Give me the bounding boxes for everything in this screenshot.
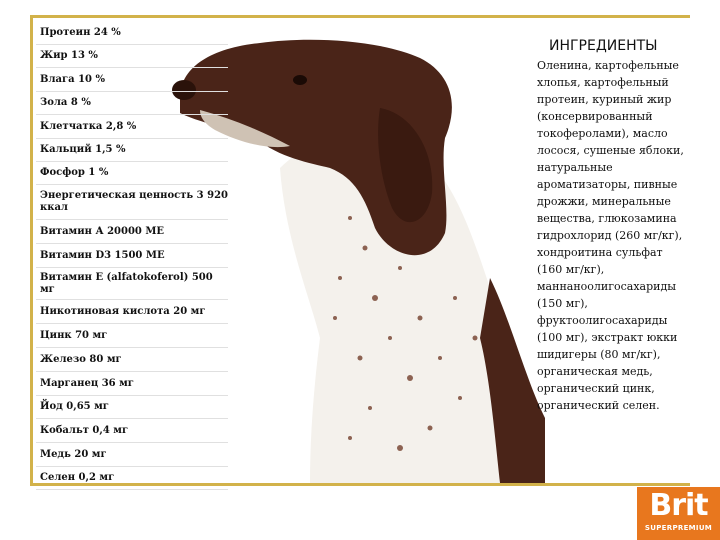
nutrient-label: Зола 8 % <box>40 97 91 108</box>
brit-logo <box>637 487 720 540</box>
nutrient-row <box>36 139 228 162</box>
logo-brand: Brit <box>649 488 708 523</box>
nutrient-label: Витамин Е (alfatokoferol) 500 мг <box>40 271 213 295</box>
nutrient-label: Витамин D3 1500 МЕ <box>40 249 165 261</box>
nutrient-label: Протеин 24 % <box>40 27 121 38</box>
nutrient-label: Кальций 1,5 % <box>40 144 126 155</box>
nutrient-row <box>36 220 228 244</box>
nutrient-row <box>36 92 228 115</box>
nutrient-row <box>36 162 228 185</box>
nutrient-row <box>36 115 228 139</box>
nutrient-label: Влага 10 % <box>40 73 105 85</box>
nutrient-label: Энергетическая ценность 3 920 ккал <box>40 190 228 213</box>
nutrient-row <box>36 244 228 268</box>
nutrient-row <box>36 268 228 300</box>
dog-eye <box>293 75 307 85</box>
nutrient-row <box>36 68 228 92</box>
nutrient-row <box>36 348 228 372</box>
nutrient-list <box>36 22 228 490</box>
nutrient-label: Кобальт 0,4 мг <box>40 424 129 436</box>
nutrient-row <box>36 22 228 45</box>
nutrient-label: Цинк 70 мг <box>40 329 108 341</box>
frame-left-border <box>30 15 33 485</box>
nutrient-label: Фосфор 1 % <box>40 167 109 178</box>
nutrient-label: Никотиновая кислота 20 мг <box>40 305 206 317</box>
nutrient-row <box>36 300 228 324</box>
nutrient-label: Марганец 36 мг <box>40 377 134 389</box>
nutrient-label: Витамин А 20000 МЕ <box>40 225 165 237</box>
ingredients-title: ИНГРЕДИЕНТЫ <box>549 38 658 54</box>
nutrient-label: Медь 20 мг <box>40 448 107 460</box>
logo-subtitle: SUPERPREMIUM <box>644 524 713 532</box>
nutrient-label: Жир 13 % <box>40 50 98 61</box>
nutrient-row <box>36 185 228 220</box>
nutrient-row <box>36 396 228 419</box>
nutrient-row <box>36 372 228 396</box>
nutrient-row <box>36 45 228 68</box>
nutrient-row <box>36 324 228 348</box>
nutrient-label: Клетчатка 2,8 % <box>40 120 137 132</box>
nutrient-row <box>36 419 228 443</box>
nutrient-label: Железо 80 мг <box>40 353 122 365</box>
nutrient-label: Йод 0,65 мг <box>40 401 109 412</box>
nutrient-row <box>36 467 228 490</box>
nutrient-label: Селен 0,2 мг <box>40 472 115 483</box>
nutrient-row <box>36 443 228 467</box>
ingredients-text: Оленина, картофельные хлопья, картофельный протеин, куриный жир (консервированный токоферолами), масло лосося, сушеные яблоки, натуральные ароматизаторы, пивные дрожжи, минеральные вещества, глюкозамина гидрохлорид (260 мг/кг), хондроитина сульфат (160 мг/кг), маннаноолигосахариды (150 мг), фруктоолигосахариды (100 мг), экстракт юкки шидигеры (80 мг/кг), органическая медь, органический цинк, органический селен. <box>537 59 684 412</box>
